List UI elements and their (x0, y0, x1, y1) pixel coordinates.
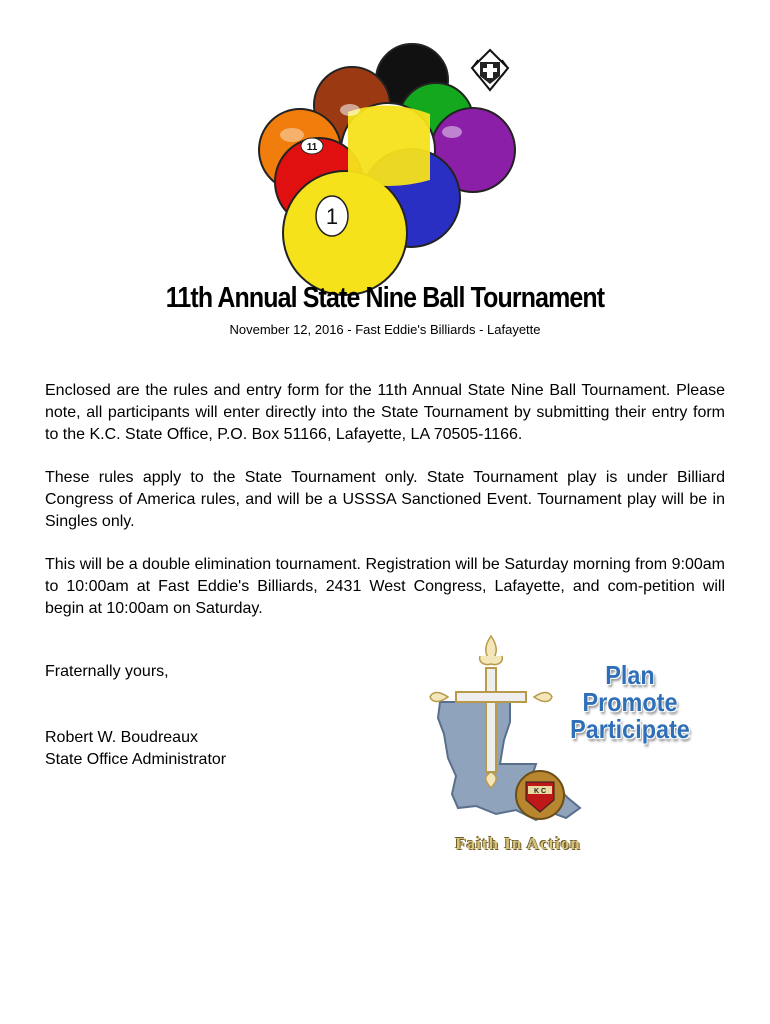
paragraph-enclosed-rules: Enclosed are the rules and entry form for the 11th Annual State Nine Ball Tournament. Please note, all participants will enter directly into the State Tournament by submitting their entry form to the K.C. State Office, P.O. Box 51166, Lafayette, LA 70505-1166. (45, 382, 725, 443)
event-subtitle: November 12, 2016 - Fast Eddie's Billiards - Lafayette (229, 322, 541, 337)
faith-in-action-tagline: Faith In Action (455, 834, 581, 853)
closing-salutation: Fraternally yours, (45, 663, 169, 680)
slogan-plan: Plan (605, 660, 655, 690)
slogan-block (555, 662, 705, 743)
slogan-participate: Participate (570, 714, 690, 744)
kc-shield-icon (516, 771, 564, 819)
knights-of-columbus-emblem-icon (470, 48, 510, 92)
signature-title: State Office Administrator (45, 751, 227, 768)
kc-letters: K C (533, 788, 547, 795)
paragraph-registration: This will be a double elimination tournament. Registration will be Saturday morning from 9:00am to 10:00am at Fast Eddie's Billiards, 2431 West Congress, Lafayette, and com-petition will begin at 10:00am on Saturday. (45, 556, 725, 617)
signature-name: Robert W. Boudreaux (45, 729, 198, 746)
page-title: 11th Annual State Nine Ball Tournament (165, 282, 605, 314)
paragraph-rules-apply: These rules apply to the State Tournament only. State Tournament play is under Billiard Congress of America rules, and will be a USSSA Sanctioned Event. Tournament play will be in Singles only. (45, 469, 725, 530)
ball-11-number: 11 (306, 142, 318, 153)
slogan-promote: Promote (582, 687, 678, 717)
yellow-ball (283, 171, 407, 295)
ball-1-number: 1 (325, 204, 339, 229)
